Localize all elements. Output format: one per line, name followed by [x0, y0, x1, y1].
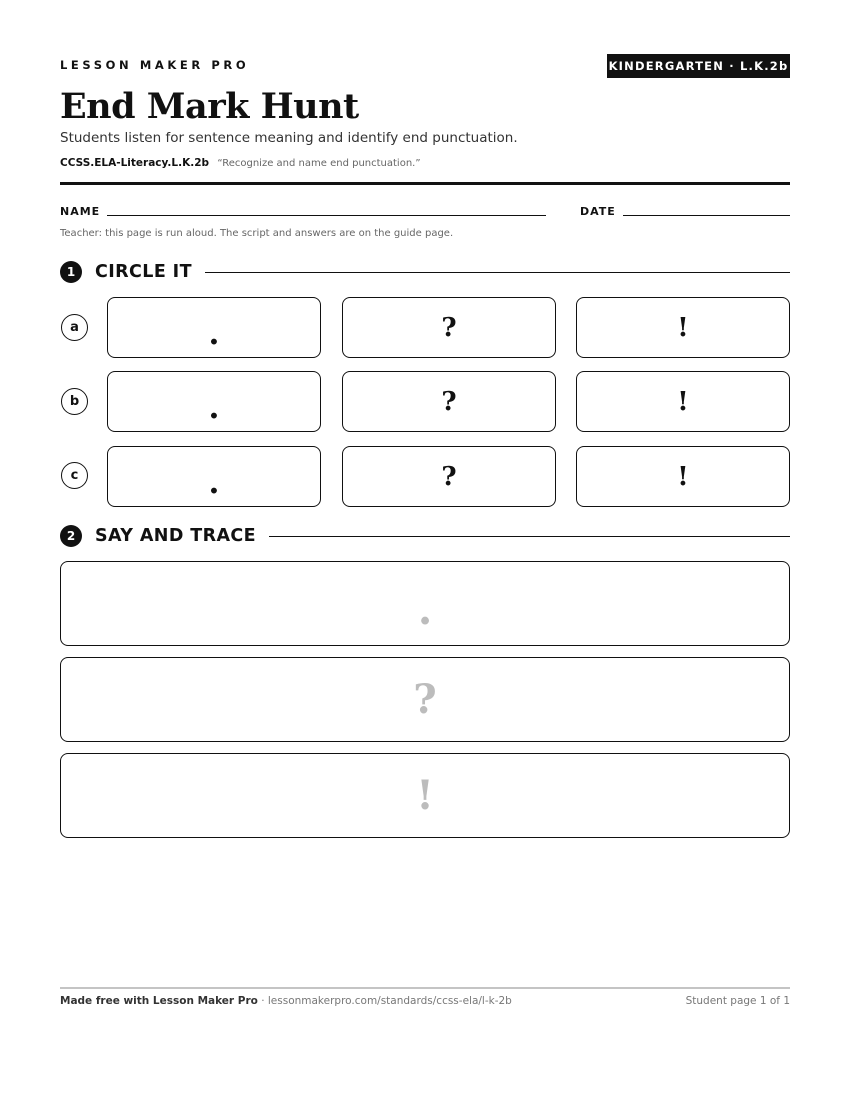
standard-code: CCSS.ELA-Literacy.L.K.2b: [60, 157, 210, 169]
teacher-note: Teacher: this page is run aloud. The script and answers are on the guide page.: [60, 228, 454, 239]
question-mark: ?: [441, 461, 457, 492]
header-divider: [60, 182, 790, 185]
choice-period[interactable]: [107, 371, 321, 432]
choice-question-mark[interactable]: [342, 446, 556, 507]
footer-divider: [60, 987, 790, 989]
trace-box-exclamation[interactable]: [60, 753, 790, 838]
section-title: SAY AND TRACE: [95, 526, 256, 546]
choice-period[interactable]: [107, 297, 321, 358]
choice-period[interactable]: [107, 446, 321, 507]
choice-question-mark[interactable]: [342, 297, 556, 358]
footer-url[interactable]: lessonmakerpro.com/standards/ccss-ela/l-k-2b: [267, 995, 512, 1007]
section-rule: [269, 536, 790, 537]
choice-exclamation-mark[interactable]: [576, 371, 790, 432]
choice-exclamation-mark[interactable]: [576, 446, 790, 507]
footer-page-number: Student page 1 of 1: [685, 995, 790, 1007]
standard-quote: “Recognize and name end punctuation.”: [217, 158, 421, 169]
period-mark: .: [208, 313, 220, 352]
trace-question-mark: ?: [413, 675, 437, 723]
exclamation-mark: !: [677, 312, 689, 343]
name-label: NAME: [60, 205, 101, 218]
name-field[interactable]: [107, 215, 546, 216]
row-letter-a: a: [61, 314, 88, 341]
footer-made-with: Made free with Lesson Maker Pro: [60, 995, 258, 1007]
date-label: DATE: [580, 205, 616, 218]
question-mark: ?: [441, 312, 457, 343]
brand-name: LESSON MAKER PRO: [60, 58, 250, 72]
choice-question-mark[interactable]: [342, 371, 556, 432]
grade-badge: KINDERGARTEN · L.K.2b: [607, 54, 790, 78]
worksheet-title: End Mark Hunt: [60, 86, 359, 127]
footer-credit: [60, 995, 512, 1007]
choice-exclamation-mark[interactable]: [576, 297, 790, 358]
worksheet-subtitle: Students listen for sentence meaning and identify end punctuation.: [60, 130, 518, 146]
footer-separator: ·: [257, 995, 268, 1007]
section-number: 2: [60, 525, 82, 547]
section-circle-it-header: [60, 259, 790, 285]
period-mark: .: [208, 387, 220, 426]
date-field[interactable]: [623, 215, 790, 216]
trace-exclamation-mark: !: [416, 771, 434, 819]
period-mark: .: [208, 462, 220, 501]
trace-box-question[interactable]: [60, 657, 790, 742]
row-letter-c: c: [61, 462, 88, 489]
section-say-and-trace-header: [60, 523, 790, 549]
section-title: CIRCLE IT: [95, 262, 192, 282]
standard-reference: [60, 157, 421, 169]
question-mark: ?: [441, 386, 457, 417]
section-number: 1: [60, 261, 82, 283]
section-rule: [205, 272, 790, 273]
exclamation-mark: !: [677, 461, 689, 492]
exclamation-mark: !: [677, 386, 689, 417]
row-letter-b: b: [61, 388, 88, 415]
trace-period-mark: .: [417, 584, 433, 634]
trace-box-period[interactable]: [60, 561, 790, 646]
